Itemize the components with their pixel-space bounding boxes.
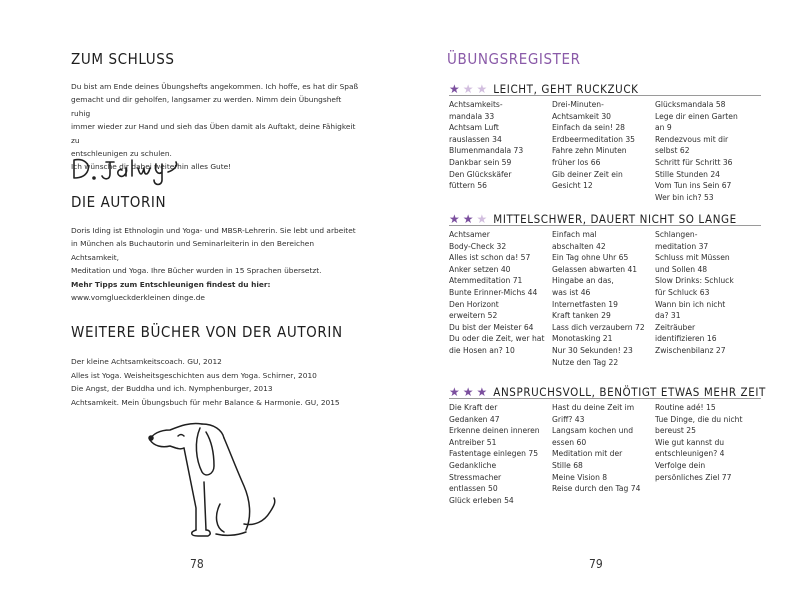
index-entry: Reise durch den Tag 74 xyxy=(552,484,641,494)
level-columns-medium xyxy=(449,229,763,368)
index-entry: Den Glückskäfer xyxy=(449,169,512,179)
index-entry: die Hosen an? 10 xyxy=(449,345,515,355)
star-filled-icon: ★ xyxy=(462,385,474,399)
index-column xyxy=(449,229,545,368)
conclusion-line: entschleunigen zu schulen. xyxy=(71,149,172,159)
dog-drawing xyxy=(140,408,280,548)
index-entry: Slow Drinks: Schluck xyxy=(655,276,734,286)
index-entry: Die Kraft der xyxy=(449,403,498,412)
index-entry: Wie gut kannst du xyxy=(655,437,725,447)
index-entry: meditation 37 xyxy=(655,241,709,251)
index-column xyxy=(552,229,648,368)
index-entry: Schritt für Schritt 36 xyxy=(655,157,733,167)
index-entry: Schlangen- xyxy=(655,230,698,239)
index-entry: Kraft tanken 29 xyxy=(552,311,611,321)
conclusion-line: gemacht und dir geholfen, langsamer zu werden. Nimm dein Übungsheft ruhig xyxy=(71,95,342,118)
index-entry: Langsam kochen und xyxy=(552,426,634,436)
index-entry: Hingabe an das, xyxy=(552,276,614,286)
conclusion-line: Ich wünsche dir dabei weiterhin alles Gute! xyxy=(71,162,232,172)
index-entry: Wer bin ich? 53 xyxy=(655,192,714,202)
index-entry: selbst 62 xyxy=(655,146,690,156)
index-entry: Nur 30 Sekunden! 23 xyxy=(552,345,633,355)
index-entry: Glück erleben 54 xyxy=(449,495,514,505)
index-entry: Du bist der Meister 64 xyxy=(449,322,534,332)
tips-block xyxy=(71,278,361,305)
index-entry: Blumenmandala 73 xyxy=(449,146,524,156)
index-entry: für Schluck 63 xyxy=(655,287,710,297)
index-entry: mandala 33 xyxy=(449,111,495,121)
index-entry: Du oder die Zeit, wer hat xyxy=(449,334,545,344)
index-entry: da? 31 xyxy=(655,311,681,321)
index-entry: Hast du deine Zeit im xyxy=(552,403,635,412)
index-entry: Gedanken 47 xyxy=(449,414,500,424)
index-entry: Achtsamkeit 30 xyxy=(552,111,611,121)
star-empty-icon: ★ xyxy=(476,82,488,96)
index-entry: Bunte Erinner-Michs 44 xyxy=(449,287,538,297)
index-entry: Drei-Minuten- xyxy=(552,100,604,109)
signature-scribble xyxy=(70,150,200,188)
index-entry: Dankbar sein 59 xyxy=(449,157,512,167)
star-empty-icon: ★ xyxy=(462,82,474,96)
book-item: Der kleine Achtsamkeitscoach. GU, 2012 xyxy=(71,357,222,366)
level-columns-hard xyxy=(449,402,763,506)
book-item: Alles ist Yoga. Weisheitsgeschichten aus dem Yoga. Schirner, 2010 xyxy=(71,370,317,380)
divider xyxy=(449,225,761,226)
index-entry: Erkenne deinen inneren xyxy=(449,426,540,436)
divider xyxy=(449,95,761,96)
star-empty-icon: ★ xyxy=(476,212,488,226)
index-entry: entlassen 50 xyxy=(449,484,498,494)
conclusion-line: Du bist am Ende deines Übungshefts angekommen. Ich hoffe, es hat dir Spaß xyxy=(71,82,359,91)
index-entry: füttern 56 xyxy=(449,181,487,191)
tips-url[interactable]: www.vomglueckderkleinen dinge.de xyxy=(71,293,205,303)
index-entry: Ein Tag ohne Uhr 65 xyxy=(552,253,629,263)
index-entry: Fahre zehn Minuten xyxy=(552,146,627,156)
index-entry: und Sollen 48 xyxy=(655,264,708,274)
level-heading-easy xyxy=(449,82,639,96)
level-label: ANSPRUCHSVOLL, BENÖTIGT ETWAS MEHR ZEIT xyxy=(493,385,766,399)
index-entry: abschalten 42 xyxy=(552,241,606,251)
star-filled-icon: ★ xyxy=(462,212,474,226)
level-label: MITTELSCHWER, DAUERT NICHT SO LANGE xyxy=(493,212,737,226)
index-entry: Fastentage einlegen 75 xyxy=(449,449,539,459)
index-entry: Achtsamkeits- xyxy=(449,100,503,109)
index-column xyxy=(655,402,751,506)
index-entry: Zwischenbilanz 27 xyxy=(655,345,726,355)
divider xyxy=(449,398,761,399)
books-list xyxy=(71,355,340,409)
difficulty-stars xyxy=(449,386,487,398)
heading-books: WEITERE BÜCHER VON DER AUTORIN xyxy=(71,323,343,341)
index-entry: Rendezvous mit dir xyxy=(655,134,729,144)
index-entry: rauslassen 34 xyxy=(449,134,502,144)
index-entry: Gib deiner Zeit ein xyxy=(552,169,623,179)
index-entry: Tue Dinge, die du nicht xyxy=(655,414,743,424)
heading-exercise-index: ÜBUNGSREGISTER xyxy=(447,50,581,68)
index-entry: Meine Vision 8 xyxy=(552,472,608,482)
star-filled-icon: ★ xyxy=(449,82,460,96)
index-entry: Routine adé! 15 xyxy=(655,403,716,412)
index-entry: erweitern 52 xyxy=(449,311,498,321)
index-entry: Atemmeditation 71 xyxy=(449,276,523,286)
index-entry: früher los 66 xyxy=(552,157,601,167)
index-column xyxy=(449,99,545,203)
index-entry: Einfach da sein! 28 xyxy=(552,123,626,133)
dog-illustration xyxy=(140,408,280,552)
index-entry: Antreiber 51 xyxy=(449,437,497,447)
index-entry: an 9 xyxy=(655,123,672,133)
index-entry: Body-Check 32 xyxy=(449,241,507,251)
author-text xyxy=(71,224,361,278)
index-entry: bereust 25 xyxy=(655,426,696,436)
index-entry: Monotasking 21 xyxy=(552,334,613,344)
star-filled-icon: ★ xyxy=(476,385,488,399)
page-number-left: 78 xyxy=(190,557,204,571)
index-column xyxy=(552,99,648,203)
index-entry: Gesicht 12 xyxy=(552,181,593,191)
index-entry: Lass dich verzaubern 72 xyxy=(552,322,645,332)
index-entry: Vom Tun ins Sein 67 xyxy=(655,181,732,191)
index-entry: Verfolge dein xyxy=(655,460,706,470)
index-entry: Erdbeermeditation 35 xyxy=(552,134,636,144)
right-page xyxy=(396,0,792,600)
index-entry: Griff? 43 xyxy=(552,414,585,424)
level-heading-medium xyxy=(449,212,737,226)
index-entry: Wann bin ich nicht xyxy=(655,299,726,309)
index-entry: Nutze den Tag 22 xyxy=(552,357,619,367)
author-line: Doris Iding ist Ethnologin und Yoga- und MBSR-Lehrerin. Sie lebt und arbeitet xyxy=(71,226,356,235)
index-entry: Gelassen abwarten 41 xyxy=(552,264,638,274)
level-columns-easy xyxy=(449,99,763,203)
index-entry: Anker setzen 40 xyxy=(449,264,511,274)
book-item: Die Angst, der Buddha und ich. Nymphenburger, 2013 xyxy=(71,384,273,394)
index-entry: Achtsam Luft xyxy=(449,123,499,133)
index-column xyxy=(655,99,751,203)
index-entry: persönliches Ziel 77 xyxy=(655,472,732,482)
index-entry: Stille 68 xyxy=(552,460,583,470)
index-column xyxy=(655,229,751,368)
level-label: LEICHT, GEHT RUCKZUCK xyxy=(493,82,639,96)
page-number-right: 79 xyxy=(589,557,603,571)
star-filled-icon: ★ xyxy=(449,385,460,399)
star-filled-icon: ★ xyxy=(449,212,460,226)
heading-author: DIE AUTORIN xyxy=(71,193,167,211)
index-column xyxy=(552,402,648,506)
index-entry: Stille Stunden 24 xyxy=(655,169,721,179)
index-entry: Meditation mit der xyxy=(552,449,623,459)
index-entry: was ist 46 xyxy=(552,287,591,297)
index-entry: Den Horizont xyxy=(449,299,499,309)
index-entry: Glücksmandala 58 xyxy=(655,100,726,109)
index-entry: essen 60 xyxy=(552,437,587,447)
index-entry: Achtsamer xyxy=(449,230,490,239)
index-entry: entschleunigen? 4 xyxy=(655,449,725,459)
level-heading-hard xyxy=(449,385,766,399)
index-entry: Zeiträuber xyxy=(655,322,696,332)
difficulty-stars xyxy=(449,213,487,225)
index-column xyxy=(449,402,545,506)
author-line: Meditation und Yoga. Ihre Bücher wurden in 15 Sprachen übersetzt. xyxy=(71,266,322,276)
tips-label: Mehr Tipps zum Entschleunigen findest du hier: xyxy=(71,280,271,289)
author-signature xyxy=(70,150,200,192)
index-entry: identifizieren 16 xyxy=(655,334,717,344)
book-item: Achtsamkeit. Mein Übungsbuch für mehr Balance & Harmonie. GU, 2015 xyxy=(71,397,340,407)
author-line: in München als Buchautorin und Seminarleiterin in den Bereichen Achtsamkeit, xyxy=(71,239,315,262)
heading-conclusion: ZUM SCHLUSS xyxy=(71,50,175,68)
index-entry: Internetfasten 19 xyxy=(552,299,618,309)
index-entry: Gedankliche Stressmacher xyxy=(449,460,502,482)
conclusion-line: immer wieder zur Hand und sieh das Üben damit als Auftakt, deine Fähigkeit zu xyxy=(71,122,356,145)
index-entry: Schluss mit Müssen xyxy=(655,253,730,263)
difficulty-stars xyxy=(449,83,487,95)
index-entry: Einfach mal xyxy=(552,230,597,239)
index-entry: Lege dir einen Garten xyxy=(655,111,738,121)
index-entry: Alles ist schon da! 57 xyxy=(449,253,531,263)
